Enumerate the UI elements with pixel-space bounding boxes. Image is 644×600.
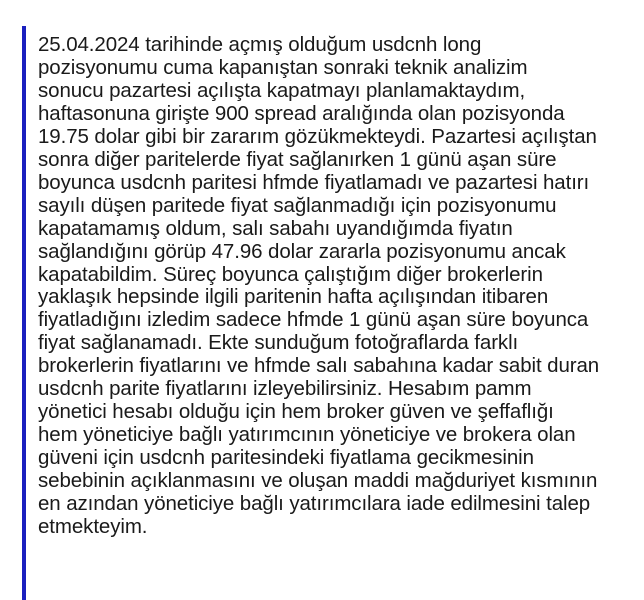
- quote-line: haftasonuna girişte 900 spread aralığında olan pozisyonda: [38, 101, 565, 125]
- quote-line: sayılı düşen paritede fiyat sağlanmadığı için pozisyonumu: [38, 193, 557, 217]
- quote-line: sağlandığını görüp 47.96 dolar zararla pozisyonumu ancak: [38, 239, 566, 263]
- quote-line: güveni için usdcnh paritesindeki fiyatlama gecikmesinin: [38, 446, 534, 470]
- quote-line: hem yöneticiye bağlı yatırımcının yöneticiye ve brokera olan: [38, 423, 576, 447]
- quote-line: sebebinin açıklanmasını ve oluşan maddi mağduriyet kısmının: [38, 469, 598, 493]
- quote-line: yaklaşık hepsinde ilgili paritenin hafta açılışından itibaren: [38, 285, 549, 309]
- quote-line: yönetici hesabı olduğu için hem broker güven ve şeffaflığı: [38, 400, 554, 424]
- quote-line: 19.75 dolar gibi bir zararım gözükmekteydi. Pazartesi açılıştan: [38, 124, 597, 148]
- quote-line: pozisyonumu cuma kapanıştan sonraki teknik analizim: [38, 55, 528, 79]
- quote-line: 25.04.2024 tarihinde açmış olduğum usdcnh long: [38, 33, 482, 56]
- quote-line: en azından yöneticiye bağlı yatırımcılara iade edilmesini talep: [38, 492, 591, 516]
- quote-line: kapatamamış oldum, salı sabahı uyandığımda fiyatın: [38, 216, 513, 240]
- quote-line: sonucu pazartesi açılışta kapatmayı planlamaktaydım,: [38, 78, 526, 102]
- quote-line: usdcnh parite fiyatlarını izleyebilirsiniz. Hesabım pamm: [38, 377, 532, 401]
- quote-line: kapatabildim. Süreç boyunca çalıştığım diğer brokerlerin: [38, 262, 543, 286]
- quote-line: sonra diğer paritelerde fiyat sağlanırken 1 günü aşan süre: [38, 147, 557, 171]
- quote-line: etmekteyim.: [38, 515, 148, 539]
- quote-text: [38, 34, 638, 539]
- quote-line: fiyatladığını izledim sadece hfmde 1 günü aşan süre boyunca: [38, 308, 589, 332]
- quote-line: boyunca usdcnh paritesi hfmde fiyatlamadı ve pazartesi hatırı: [38, 170, 590, 194]
- quote-line: fiyat sağlanamadı. Ekte sunduğum fotoğraflarda farklı: [38, 331, 519, 355]
- quote-bar: [22, 26, 26, 600]
- quote-line: brokerlerin fiyatlarını ve hfmde salı sabahına kadar sabit duran: [38, 354, 600, 378]
